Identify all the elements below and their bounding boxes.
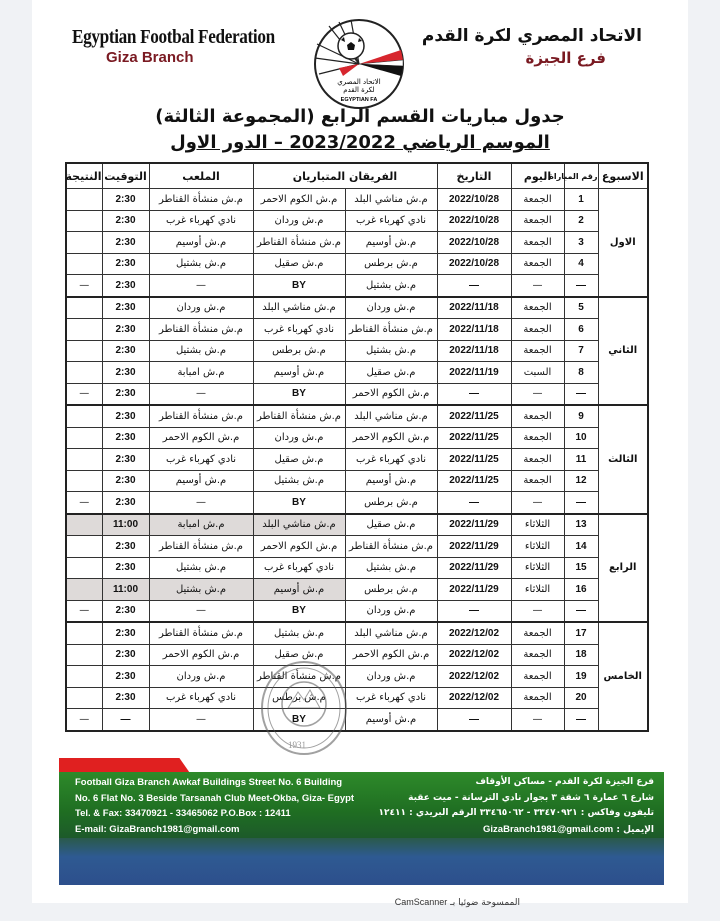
match-time: 2:30 [102,210,149,232]
match-time: 2:30 [102,189,149,211]
stadium: م.ش بشتيل [149,340,253,362]
match-day: — [511,492,564,514]
bye-row [66,600,648,622]
match-row [66,579,648,601]
home-team: م.ش بشتيل [345,340,437,362]
match-result [66,449,102,471]
home-team: م.ش مناشي البلد [345,622,437,644]
match-number: — [564,492,598,514]
match-date: — [437,492,511,514]
match-date: 2022/11/18 [437,340,511,362]
stadium: م.ش منشأة القناطر [149,622,253,644]
match-date: 2022/11/19 [437,362,511,384]
home-team: م.ش الكوم الاحمر [345,644,437,666]
match-date: 2022/12/02 [437,687,511,709]
match-schedule-table [65,162,649,732]
match-row [66,449,648,471]
match-row [66,362,648,384]
match-day: — [511,383,564,405]
home-team: م.ش وردان [345,666,437,688]
footer-ar-email[interactable]: GizaBranch1981@gmail.com [483,823,614,835]
stadium: م.ش وردان [149,297,253,319]
match-result [66,579,102,601]
match-row [66,210,648,232]
match-time: 2:30 [102,687,149,709]
header-teams: الفريقان المتباريان [253,163,437,189]
away-team: BY [253,275,345,297]
match-day: الجمعة [511,253,564,275]
stadium: نادي كهرباء غرب [149,449,253,471]
match-date: 2022/10/28 [437,210,511,232]
match-date: 2022/11/18 [437,297,511,319]
home-team: م.ش منشأة القناطر [345,536,437,558]
match-time: 2:30 [102,253,149,275]
match-result [66,253,102,275]
stadium: م.ش منشأة القناطر [149,536,253,558]
away-team: م.ش بشتيل [253,470,345,492]
footer-en-email[interactable]: E-mail: GizaBranch1981@gmail.com [75,823,240,835]
match-time: 2:30 [102,340,149,362]
stadium: م.ش منشأة القناطر [149,405,253,427]
match-time: 2:30 [102,470,149,492]
match-day: السبت [511,362,564,384]
away-team: م.ش برطس [253,340,345,362]
home-team: م.ش صقيل [345,514,437,536]
match-day: الجمعة [511,340,564,362]
match-day: — [511,600,564,622]
stadium: — [149,709,253,731]
match-row [66,470,648,492]
logo-text-line3: EGYPTIAN FA [340,97,378,103]
stadium: م.ش الكوم الاحمر [149,427,253,449]
header-time: التوقيت [102,163,149,189]
match-result: — [66,275,102,297]
match-row [66,253,648,275]
home-team: م.ش أوسيم [345,232,437,254]
match-day: الجمعة [511,319,564,341]
table-body [66,189,648,731]
away-team: م.ش الكوم الاحمر [253,536,345,558]
match-result: — [66,600,102,622]
match-number: 8 [564,362,598,384]
match-result [66,514,102,536]
away-team: م.ش أوسيم [253,362,345,384]
home-team: نادي كهرباء غرب [345,687,437,709]
match-day: الثلاثاء [511,557,564,579]
bye-row [66,275,648,297]
stadium: م.ش وردان [149,666,253,688]
match-row [66,557,648,579]
match-day: الجمعة [511,405,564,427]
away-team: م.ش صقيل [253,449,345,471]
match-time: 2:30 [102,232,149,254]
away-team: م.ش وردان [253,427,345,449]
match-date: — [437,600,511,622]
away-team: BY [253,709,345,731]
match-number: 14 [564,536,598,558]
match-result [66,362,102,384]
match-time: 11:00 [102,579,149,601]
match-time: — [102,709,149,731]
match-day: الجمعة [511,644,564,666]
match-result: — [66,709,102,731]
match-number: 13 [564,514,598,536]
home-team: م.ش برطس [345,253,437,275]
match-time: 2:30 [102,644,149,666]
match-time: 2:30 [102,297,149,319]
header-day: اليوم [511,163,564,189]
match-number: 2 [564,210,598,232]
stamp-year: 1931 [288,740,306,750]
match-result [66,687,102,709]
match-number: — [564,383,598,405]
match-row [66,666,648,688]
match-result [66,470,102,492]
stadium: م.ش أوسيم [149,470,253,492]
match-number: — [564,275,598,297]
home-team: م.ش برطس [345,579,437,601]
federation-title-en: Egyptian Footbal Federation [72,26,275,48]
scanner-app-name: CamScanner [394,897,448,907]
match-day: الثلاثاء [511,536,564,558]
stadium: م.ش بشتيل [149,557,253,579]
match-day: الجمعة [511,189,564,211]
match-date: 2022/10/28 [437,232,511,254]
match-date: 2022/11/18 [437,319,511,341]
match-number: 18 [564,644,598,666]
footer-blue-band [59,838,664,885]
match-number: 6 [564,319,598,341]
match-number: 5 [564,297,598,319]
match-date: — [437,383,511,405]
match-number: 15 [564,557,598,579]
match-day: الجمعة [511,297,564,319]
match-number: 20 [564,687,598,709]
header-week: الاسبوع [598,163,648,189]
away-team: م.ش مناشي البلد [253,297,345,319]
match-time: 2:30 [102,666,149,688]
camscanner-watermark [395,897,520,908]
table-header-row [66,163,648,189]
footer-en-line: Football Giza Branch Awkaf Buildings Street No. 6 Building [75,777,343,788]
match-date: 2022/12/02 [437,622,511,644]
match-time: 2:30 [102,362,149,384]
away-team: م.ش منشأة القناطر [253,405,345,427]
match-number: 11 [564,449,598,471]
home-team: م.ش منشأة القناطر [345,319,437,341]
match-number: 1 [564,189,598,211]
stadium: م.ش منشأة القناطر [149,319,253,341]
home-team: م.ش وردان [345,297,437,319]
match-date: 2022/11/25 [437,427,511,449]
header-result: النتيجة [66,163,102,189]
week-label: الثاني [598,297,648,406]
away-team: BY [253,383,345,405]
match-row [66,189,648,211]
match-row [66,687,648,709]
bye-row [66,709,648,731]
match-row [66,340,648,362]
branch-subtitle-en: Giza Branch [106,49,194,66]
official-stamp-icon [258,660,350,760]
match-date: 2022/12/02 [437,666,511,688]
match-date: 2022/11/25 [437,405,511,427]
match-row [66,405,648,427]
match-result [66,427,102,449]
away-team: م.ش منشأة القناطر [253,232,345,254]
away-team: م.ش بشتيل [253,622,345,644]
match-number: 10 [564,427,598,449]
season-subtitle-text: الموسم الرياضي 2023/2022 – الدور الاول [170,132,550,153]
home-team: نادي كهرباء غرب [345,449,437,471]
home-team: م.ش أوسيم [345,709,437,731]
match-result [66,319,102,341]
away-team: نادي كهرباء غرب [253,319,345,341]
footer-banner [59,758,664,885]
match-date: 2022/11/25 [437,470,511,492]
bye-row [66,492,648,514]
match-row [66,622,648,644]
match-row [66,297,648,319]
home-team: نادي كهرباء غرب [345,210,437,232]
header-date: التاريخ [437,163,511,189]
match-day: الجمعة [511,449,564,471]
match-date: 2022/10/28 [437,253,511,275]
match-time: 2:30 [102,319,149,341]
match-day: الجمعة [511,427,564,449]
match-result [66,666,102,688]
header-match-no: رقم المباراة [564,163,598,189]
match-time: 2:30 [102,622,149,644]
stadium: م.ش أوسيم [149,232,253,254]
footer-en-line: Tel. & Fax: 33470921 - 33465062 P.O.Box : 12411 [75,808,291,819]
match-date: — [437,275,511,297]
footer-ar-email-label: الإيميل : [616,824,654,835]
match-day: الجمعة [511,232,564,254]
match-date: 2022/11/29 [437,514,511,536]
logo-text-line2: لكرة القدم [343,86,375,94]
match-day: الثلاثاء [511,579,564,601]
week-label: الخامس [598,622,648,731]
footer-address-ar [379,775,654,838]
match-number: — [564,600,598,622]
match-result [66,340,102,362]
match-row [66,536,648,558]
away-team: م.ش الكوم الاحمر [253,189,345,211]
match-time: 2:30 [102,383,149,405]
match-result [66,536,102,558]
branch-subtitle-ar: فرع الجيزة [525,49,606,67]
stadium: نادي كهرباء غرب [149,210,253,232]
away-team: م.ش أوسيم [253,579,345,601]
stadium: م.ش بشتيل [149,253,253,275]
match-day: الثلاثاء [511,514,564,536]
away-team: م.ش مناشي البلد [253,514,345,536]
away-team: م.ش وردان [253,210,345,232]
match-row [66,644,648,666]
match-number: 12 [564,470,598,492]
match-time: 2:30 [102,536,149,558]
match-day: الجمعة [511,210,564,232]
footer-address-en [75,775,354,837]
home-team: م.ش بشتيل [345,557,437,579]
season-subtitle [32,132,688,153]
home-team: م.ش وردان [345,600,437,622]
match-date: 2022/10/28 [437,189,511,211]
efa-logo-icon [309,18,409,110]
stadium: م.ش امبابة [149,362,253,384]
logo-text-line1: الاتحاد المصري [337,78,381,86]
away-team: م.ش صقيل [253,253,345,275]
match-number: 3 [564,232,598,254]
match-time: 2:30 [102,600,149,622]
week-label: الرابع [598,514,648,623]
match-time: 2:30 [102,427,149,449]
stadium: م.ش الكوم الاحمر [149,644,253,666]
match-date: 2022/11/29 [437,536,511,558]
week-label: الثالث [598,405,648,514]
stadium: — [149,492,253,514]
match-day: — [511,709,564,731]
footer-ar-line: تليفون وفاكس : ٣٣٤٧٠٩٢١ - ٣٣٤٦٥٠٦٢ الرقم البريدي : ١٢٤١١ [378,808,654,818]
match-date: 2022/11/25 [437,449,511,471]
home-team: م.ش مناشي البلد [345,405,437,427]
match-number: 7 [564,340,598,362]
stadium: — [149,383,253,405]
home-team: م.ش الكوم الاحمر [345,427,437,449]
footer-ar-email-line [379,822,654,839]
stadium: م.ش امبابة [149,514,253,536]
home-team: م.ش برطس [345,492,437,514]
away-team: م.ش منشأة القناطر [253,666,345,688]
match-row [66,232,648,254]
match-result [66,210,102,232]
match-result [66,189,102,211]
match-day: الجمعة [511,470,564,492]
match-row [66,514,648,536]
match-day: الجمعة [511,622,564,644]
stadium: نادي كهرباء غرب [149,687,253,709]
match-result [66,405,102,427]
bye-row [66,383,648,405]
match-row [66,319,648,341]
home-team: م.ش بشتيل [345,275,437,297]
match-date: 2022/12/02 [437,644,511,666]
match-result: — [66,492,102,514]
away-team: BY [253,600,345,622]
match-number: 19 [564,666,598,688]
stadium: — [149,600,253,622]
home-team: م.ش مناشي البلد [345,189,437,211]
week-label: الاول [598,189,648,297]
match-time: 2:30 [102,449,149,471]
scanner-text: الممسوحة ضوئيا بـ [450,898,520,908]
home-team: م.ش صقيل [345,362,437,384]
match-day: الجمعة [511,687,564,709]
match-date: 2022/11/29 [437,579,511,601]
stadium: — [149,275,253,297]
away-team: م.ش برطس [253,687,345,709]
match-number: 17 [564,622,598,644]
match-result [66,622,102,644]
footer-ar-line: فرع الجيزة لكرة القدم - مساكن الأوقاف [475,777,654,787]
match-time: 2:30 [102,492,149,514]
match-result [66,297,102,319]
match-number: 9 [564,405,598,427]
schedule-title: جدول مباريات القسم الرابع (المجموعة الثالثة) [155,106,565,127]
home-team: م.ش الكوم الاحمر [345,383,437,405]
away-team: BY [253,492,345,514]
match-number: — [564,709,598,731]
match-time: 2:30 [102,557,149,579]
match-date: — [437,709,511,731]
match-number: 16 [564,579,598,601]
match-result [66,644,102,666]
away-team: م.ش صقيل [253,644,345,666]
stadium: م.ش بشتيل [149,579,253,601]
away-team: نادي كهرباء غرب [253,557,345,579]
stadium: م.ش منشأة القناطر [149,189,253,211]
match-result [66,557,102,579]
match-time: 2:30 [102,275,149,297]
match-row [66,427,648,449]
match-time: 2:30 [102,405,149,427]
match-time: 11:00 [102,514,149,536]
home-team: م.ش أوسيم [345,470,437,492]
footer-ar-line: شارع ٦ عمارة ٦ شقة ٣ بجوار نادي الترسانة - ميت عقبة [408,792,654,803]
header-stadium: الملعب [149,163,253,189]
match-result [66,232,102,254]
match-day: الجمعة [511,666,564,688]
match-date: 2022/11/29 [437,557,511,579]
match-day: — [511,275,564,297]
match-result: — [66,383,102,405]
federation-title-ar: الاتحاد المصري لكرة القدم [421,26,642,46]
match-number: 4 [564,253,598,275]
footer-en-line: No. 6 Flat No. 3 Beside Tarsanah Club Meet-Okba, Giza- Egypt [75,792,355,804]
